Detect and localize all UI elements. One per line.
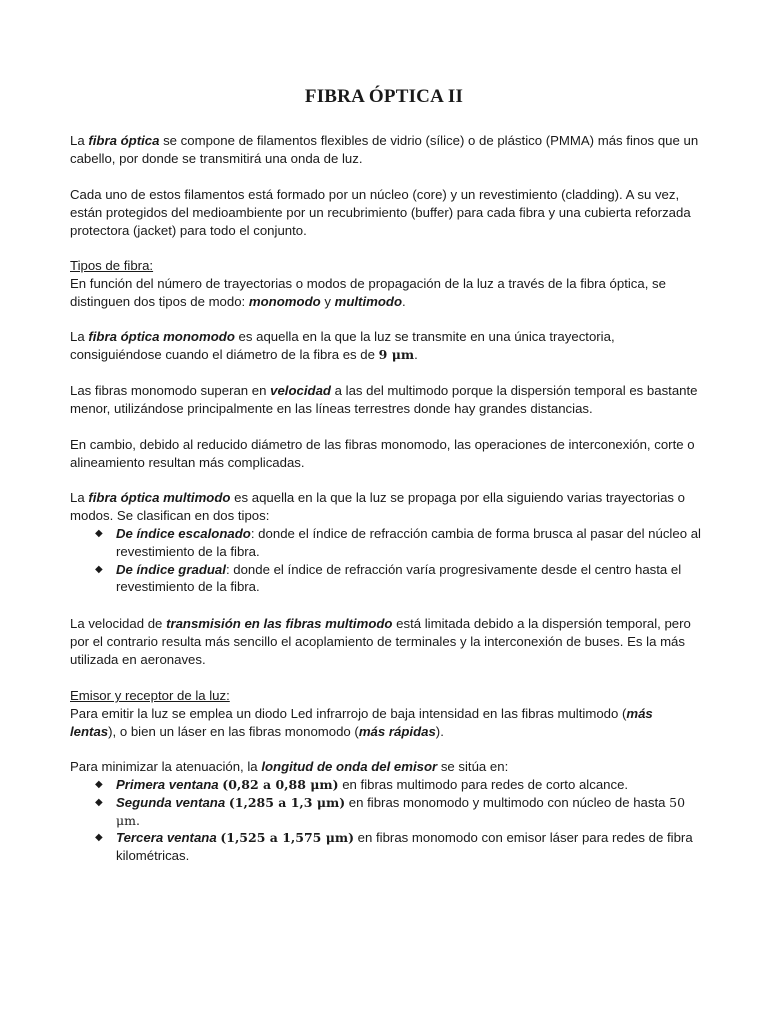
text-run: . bbox=[402, 293, 406, 309]
diamond-bullet-icon: ◆ bbox=[95, 528, 103, 539]
list-item bbox=[70, 525, 702, 561]
text-run: La bbox=[70, 490, 89, 505]
math-range: (0,82 a 0,88 μm) bbox=[222, 777, 339, 792]
text-run: en fibras multimodo para redes de corto alcance. bbox=[338, 777, 629, 792]
paragraph-estructura: Cada uno de estos filamentos está formado por un núcleo (core) y un revestimiento (cladding). A su vez, están protegidos del medioambiente por un recubrimiento (buffer) para cada fibra y una cubierta reforzada protectora (jacket) para todo el conjunto. bbox=[70, 187, 691, 238]
term-primera-ventana: Primera ventana bbox=[116, 777, 219, 792]
math-diametro: 9 μm bbox=[378, 346, 415, 362]
paragraph-emisor-receptor bbox=[70, 687, 702, 740]
math-range: (1,285 a 1,3 μm) bbox=[228, 794, 346, 810]
term-mas-rapidas: más rápidas bbox=[358, 723, 436, 739]
text-run: Las fibras monomodo superan en bbox=[70, 383, 271, 398]
section-heading-emisor: Emisor y receptor de la luz: bbox=[70, 688, 230, 703]
term-indice-gradual: De índice gradual bbox=[116, 561, 226, 577]
term-longitud-onda: longitud de onda del emisor bbox=[261, 759, 438, 774]
text-run: En función del número de trayectorias o modos de propagación de la luz a través de la fibra óptica, se distinguen dos tipos de modo: bbox=[70, 275, 666, 309]
diamond-bullet-icon: ◆ bbox=[95, 796, 103, 808]
term-indice-escalonado: De índice escalonado bbox=[116, 526, 251, 541]
text-run: Para emitir la luz se emplea un diodo Led infrarrojo de baja intensidad en las fibras multimodo ( bbox=[70, 705, 627, 721]
text-run: en fibras monomodo y multimodo con núcleo de hasta bbox=[345, 794, 670, 810]
text-run: es aquella en la que la luz se transmite en una única trayectoria, consiguiéndose cuando el diámetro de la fibra es de bbox=[70, 329, 615, 362]
term-tercera-ventana: Tercera ventana bbox=[116, 830, 217, 846]
text-run: es aquella en la que la luz se propaga por ella siguiendo varias trayectorias o modos. Se clasifican en dos tipos: bbox=[70, 490, 686, 523]
text-run: La bbox=[70, 133, 89, 148]
paragraph-atenuacion bbox=[70, 758, 702, 776]
math-range: (1,525 a 1,575 μm) bbox=[220, 830, 354, 846]
term-velocidad: velocidad bbox=[270, 383, 331, 398]
text-run: ). bbox=[435, 723, 444, 739]
paragraph-transmision bbox=[70, 615, 702, 668]
text-run: : donde el índice de refracción varía progresivamente desde el centro hasta el revestimiento de la fibra. bbox=[116, 561, 682, 595]
term-fibra-multimodo: fibra óptica multimodo bbox=[88, 490, 231, 505]
term-transmision-multimodo: transmisión en las fibras multimodo bbox=[166, 616, 393, 631]
diamond-bullet-icon: ◆ bbox=[95, 779, 103, 790]
text-run: . bbox=[414, 346, 418, 362]
diamond-bullet-icon: ◆ bbox=[95, 563, 103, 575]
text-run: está limitada debido a la dispersión temporal, pero por el contrario resulta más sencillo el acoplamiento de terminales y la interconexión de buses. Es la más utilizada en aeronaves. bbox=[70, 616, 691, 667]
paragraph-monomodo bbox=[70, 328, 702, 364]
paragraph-velocidad bbox=[70, 382, 702, 418]
section-heading-tipos: Tipos de fibra: bbox=[70, 258, 154, 273]
diamond-bullet-icon: ◆ bbox=[95, 832, 103, 844]
text-run: : donde el índice de refracción cambia de forma brusca al pasar del núcleo al revestimiento de la fibra. bbox=[116, 526, 701, 559]
text-run: Para minimizar la atenuación, la bbox=[70, 759, 262, 774]
paragraph-fibra-optica bbox=[70, 132, 702, 168]
text-run: La velocidad de bbox=[70, 616, 167, 631]
list-item bbox=[70, 794, 702, 830]
text-run: y bbox=[320, 293, 335, 309]
document-title: FIBRA ÓPTICA II bbox=[304, 86, 464, 107]
ventanas-list bbox=[70, 776, 702, 865]
text-run: se sitúa en: bbox=[437, 759, 509, 774]
text-run: La bbox=[70, 329, 89, 344]
term-mas-lentas: más lentas bbox=[70, 705, 653, 739]
paragraph-interconexion: En cambio, debido al reducido diámetro de las fibras monomodo, las operaciones de interconexión, corte o alineamiento resultan más complicadas. bbox=[70, 437, 695, 470]
multimodo-types-list bbox=[70, 525, 702, 596]
paragraph-multimodo bbox=[70, 489, 702, 525]
paragraph-tipos-de-fibra bbox=[70, 257, 702, 310]
term-fibra-optica: fibra óptica bbox=[88, 133, 160, 148]
term-multimodo: multimodo bbox=[334, 293, 403, 309]
text-run: en fibras monomodo con emisor láser para redes de fibra kilométricas. bbox=[116, 830, 693, 864]
list-item bbox=[70, 829, 702, 865]
list-item bbox=[70, 561, 702, 597]
term-segunda-ventana: Segunda ventana bbox=[116, 794, 226, 810]
list-item bbox=[70, 776, 702, 794]
term-monomodo: monomodo bbox=[248, 293, 321, 309]
text-run: ), o bien un láser en las fibras monomodo ( bbox=[108, 723, 359, 739]
text-run: a las del multimodo porque la dispersión temporal es bastante menor, utilizándose principalmente en las líneas terrestres donde hay grandes distancias. bbox=[70, 383, 698, 416]
text-run: se compone de filamentos flexibles de vidrio (sílice) o de plástico (PMMA) más finos que un cabello, por donde se transmitirá una onda de luz. bbox=[70, 133, 699, 166]
math-value: 50 μm. bbox=[116, 794, 686, 828]
term-fibra-monomodo: fibra óptica monomodo bbox=[88, 329, 235, 344]
